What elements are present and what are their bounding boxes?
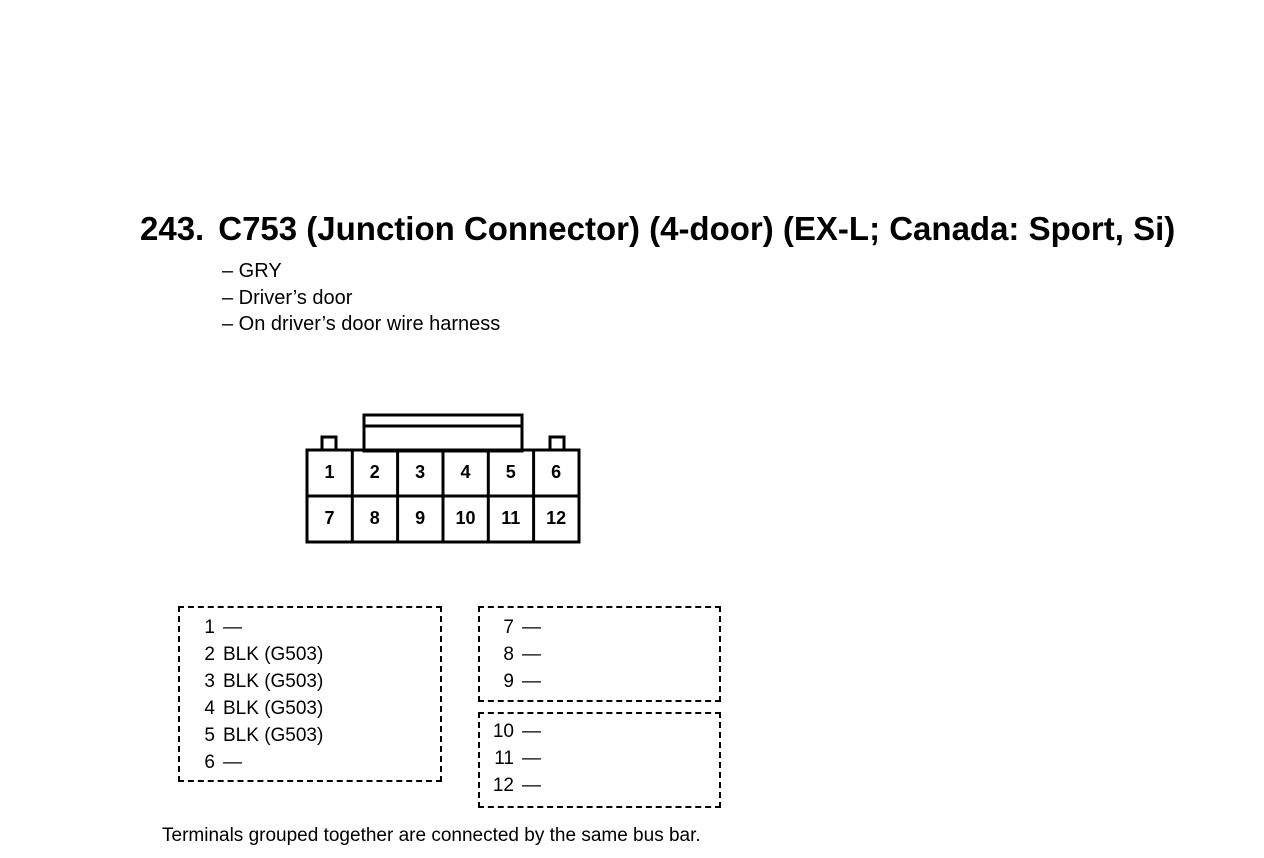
bus-bar-footnote: Terminals grouped together are connected by the same bus bar. [162,825,701,846]
diagram-title [140,210,1175,248]
pin-wire: — [522,721,541,742]
cavity-11: 11 [501,508,521,528]
pin-wire: — [522,671,541,692]
cavity-10: 10 [455,508,476,528]
pin-wire: — [223,752,242,773]
pin-wire: — [522,775,541,796]
pin-wire: — [522,748,541,769]
diagram-title-text: C753 (Junction Connector) (4-door) (EX-L; Canada: Sport, Si) [218,210,1176,247]
pin-row [488,772,541,799]
pin-wire: BLK (G503) [223,698,324,719]
pin-row [488,614,541,641]
pin-wire: — [223,617,242,638]
pin-row [488,718,541,745]
note-location: – Driver’s door [222,286,353,309]
note-harness: – On driver’s door wire harness [222,313,501,335]
cavity-8: 8 [369,508,380,528]
cavity-12: 12 [546,508,567,528]
pin-wire: BLK (G503) [223,644,324,665]
cavity-5: 5 [505,462,516,482]
connector-notes [222,258,500,338]
pin-number: 5 [204,725,215,746]
cavity-3: 3 [415,462,426,482]
pin-row [195,641,323,668]
connector-right-tab [550,437,564,450]
pin-number: 3 [204,671,215,692]
pin-number: 6 [204,752,215,773]
pin-row [195,722,323,749]
diagram-number: 243. [140,210,205,247]
pin-number: 7 [503,617,514,638]
pin-number: 2 [204,644,215,665]
pin-row [195,668,323,695]
cavity-9: 9 [415,508,426,528]
pin-row [488,641,541,668]
pin-wire: BLK (G503) [223,725,324,746]
pin-number: 12 [492,775,514,796]
cavity-4: 4 [460,462,471,482]
pin-number: 1 [204,617,215,638]
connector-face [300,408,590,548]
pin-number: 11 [494,748,514,769]
cavity-6: 6 [551,462,562,482]
pin-row [195,695,323,722]
pin-number: 9 [503,671,514,692]
cavity-1: 1 [324,462,335,482]
cavity-2: 2 [369,462,380,482]
pin-row [488,668,541,695]
note-color: – GRY [222,260,282,282]
connector-latch [364,415,522,451]
cavity-7: 7 [324,508,335,528]
pin-number: 4 [204,698,215,719]
pin-wire: — [522,617,541,638]
pin-row [195,614,242,641]
pin-row [195,749,242,776]
pin-row [488,745,541,772]
pin-wire: — [522,644,541,665]
connector-left-tab [322,437,336,450]
pin-number: 8 [503,644,514,665]
pin-number: 10 [492,721,514,742]
pin-wire: BLK (G503) [223,671,324,692]
